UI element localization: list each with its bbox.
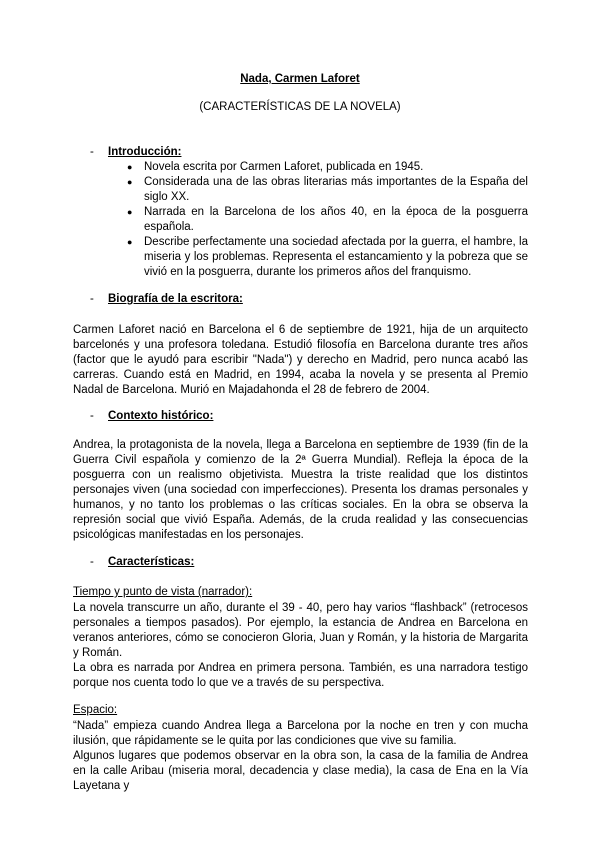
list-item: ● Describe perfectamente una sociedad afectada por la guerra, el hambre, la miseria y los problemas. Representa el estancamiento y la pobreza que se vivió en la posguerra, durante los primeros años del franquismo. — [126, 235, 528, 280]
list-item: ● Narrada en la Barcelona de los años 40, en la época de la posguerra española. — [126, 205, 528, 235]
heading-dash: - — [90, 556, 94, 568]
time-paragraph-2: La obra es narrada por Andrea en primera persona. También, es una narradora testigo porque nos cuenta todo lo que ve a través de su perspectiva. — [73, 662, 528, 689]
space-subheading: Espacio: — [73, 704, 118, 716]
heading-label: Contexto histórico: — [108, 410, 214, 422]
heading-label: Biografía de la escritora: — [108, 293, 243, 305]
time-subheading: Tiempo y punto de vista (narrador): — [73, 586, 253, 598]
heading-label: Características: — [108, 556, 195, 568]
heading-dash: - — [90, 410, 94, 422]
space-paragraph-2: Algunos lugares que podemos observar en la obra son, la casa de la familia de Andrea en la calle Aribau (miseria moral, decadencia y clase media), la casa de Ena en la Vía Layetana y — [73, 750, 528, 792]
context-paragraph: Andrea, la protagonista de la novela, llega a Barcelona en septiembre de 1939 (fin de la Guerra Civil española y comienzo de la 2ª Guerra Mundial). Refleja la época de la posguerra con un realismo objetivista. Muestra la triste realidad que los distintos personajes viven (una sociedad con imperfecciones). Presenta los dramas personales y humanos, y no tanto los problemas o las críticas sociales. En la obra se observa la represión social que vivió España. Además, de la cruda realidad y las consecuencias psicológicas manifestadas en los personajes. — [73, 439, 528, 541]
document-subtitle: (CARACTERÍSTICAS DE LA NOVELA) — [199, 101, 401, 113]
heading-label: Introducción: — [108, 146, 182, 158]
list-item: ● Novela escrita por Carmen Laforet, publicada en 1945. — [126, 160, 528, 175]
document-title: Nada, Carmen Laforet — [240, 73, 360, 85]
space-paragraph-1: “Nada” empieza cuando Andrea llega a Barcelona por la noche en tren y con mucha ilusión, que rápidamente se le quita por las condiciones que vive su familia. — [73, 720, 528, 747]
heading-dash: - — [90, 146, 94, 158]
list-item: ● Considerada una de las obras literarias más importantes de la España del siglo XX. — [126, 175, 528, 205]
bio-paragraph: Carmen Laforet nació en Barcelona el 6 de septiembre de 1921, hija de un arquitecto barcelonés y una profesora toledana. Estudió filosofía en Barcelona durante tres años (factor que le ayudó para escribir "Nada") y derecho en Madrid, pero nunca acabó las carreras. Cuando está en Madrid, en 1994, acaba la novela y se presenta al Premio Nadal de Barcelona. Murió en Majadahonda el 28 de febrero de 2004. — [73, 324, 528, 396]
intro-bullet-list — [126, 160, 528, 280]
heading-dash: - — [90, 293, 94, 305]
time-paragraph-1: La novela transcurre un año, durante el 39 - 40, pero hay varios “flashback” (retrocesos personales a tiempos pasados). Por ejemplo, la estancia de Andrea en Barcelona en veranos anteriores, cómo se conocieron Gloria, Juan y Román, y la historia de Margarita y Román. — [73, 602, 528, 659]
